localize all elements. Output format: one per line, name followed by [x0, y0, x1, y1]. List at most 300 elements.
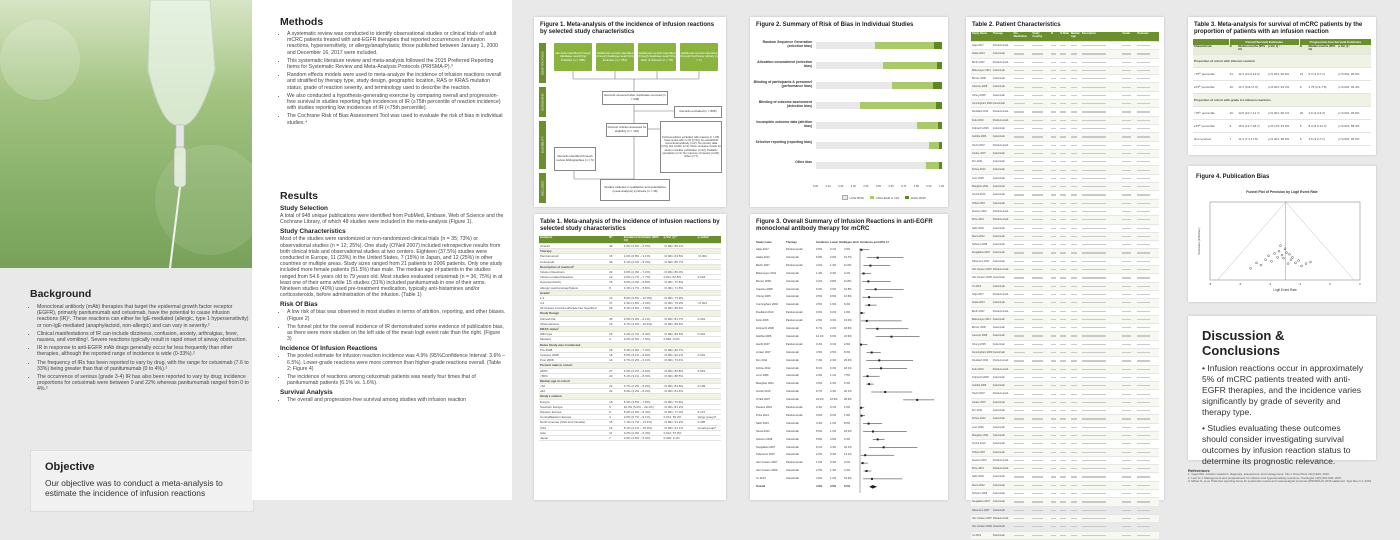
- forest-cell: 20.4%: [844, 358, 852, 362]
- forest-cell: 0.8%: [830, 279, 837, 283]
- discussion-bullet-text: Infusion reactions occur in approximately 5% of mCRC patients treated with anti-EGFR therapies, and the incidence varies significantly by grade of severity and therapy type.: [1202, 363, 1364, 417]
- table-cell: [1013, 440, 1032, 447]
- study-estimate-marker: [861, 312, 863, 314]
- table-cell-text-placeholder: [1082, 286, 1106, 287]
- axis-tick-label: 0.60: [888, 185, 894, 188]
- table-cell: [1136, 100, 1159, 107]
- table-cell: Ye 2013: [972, 284, 982, 288]
- table-cell: [1121, 432, 1136, 439]
- table-cell: [1121, 166, 1136, 173]
- table-cell-text-placeholder: [1014, 277, 1025, 278]
- table-cell: [1070, 258, 1081, 265]
- forest-cell: 13.1%: [844, 453, 852, 457]
- table-cell: Cetuximab: [992, 342, 1005, 346]
- axis-tick-label: 0.30: [850, 185, 856, 188]
- table-cell: [1081, 191, 1122, 198]
- table-cell: [1013, 183, 1032, 190]
- table-cell: Overall: [540, 244, 550, 248]
- table-cell: [697, 322, 721, 326]
- table2-title: Table 2. Patient Characteristics: [972, 22, 1061, 28]
- table-cell-text-placeholder: [1082, 493, 1106, 494]
- table-cell-text-placeholder: [1137, 360, 1150, 361]
- table-cell-text-placeholder: [1032, 435, 1043, 436]
- legend-swatch-unclear: [870, 196, 874, 199]
- table-row: [971, 432, 1159, 440]
- table-cell: 20: [609, 373, 613, 378]
- table-cell: [1081, 390, 1122, 397]
- table-cell: <0.001; 64.5%: [663, 254, 684, 259]
- table-cell: [1081, 473, 1122, 480]
- forest-cell: 3.5%: [816, 382, 823, 386]
- study-characteristics-text: Most of the studies were randomized or non-randomized clinical trials (n = 35; 73%) or observational studies (n = 12; 25%). One study (O'Neil 2007) included retrospective results from both clinical trials and observational studies at two centers. Eighteen (37.5%) studies were conducted in Europe, 11 (23%) in the United States, 7 (15%) in Japan, and 12 (25%) in other countries or multiple areas. Study sizes ranged from 21 patients to 2006 patients. Only one study included more female patients (51.5%) than male. The median age of patients in the studies ranged from 54.6 years old to 79 years old. Most studies evaluated cetuximab (n = 36; 75%) in at least one of their arms while 15 studies (31%) included panitumumab in one of their arms. Nineteen studies (40%) used pre-treatment medication, typically anti-histamines and/or corticosteroids, before administration of the infusion. (Table 1): [280, 236, 503, 299]
- study-estimate-marker: [868, 304, 870, 306]
- risk-of-bias-label: Blinding of outcome assessment (detection bias): [758, 100, 812, 108]
- table-cell-text-placeholder: [1071, 62, 1077, 63]
- table-cell-text-placeholder: [1137, 244, 1150, 245]
- table-row: [1193, 81, 1371, 94]
- table-cell: [1081, 349, 1122, 356]
- table-row: [971, 266, 1159, 274]
- study-estimate-marker: [883, 446, 885, 448]
- table-cell-text-placeholder: [1032, 360, 1043, 361]
- study-estimate-marker: [877, 438, 879, 440]
- table-cell: 1-2: [540, 295, 545, 300]
- table-cell: [1059, 332, 1070, 339]
- risk-of-bias-bar: [816, 102, 942, 109]
- table-row: [971, 341, 1159, 349]
- table-cell: [1070, 42, 1081, 49]
- forest-column-header: Upper limit: [844, 240, 859, 244]
- table-cell: Tabernero 2007: [972, 508, 990, 512]
- forest-cell: 1.1%: [830, 374, 837, 378]
- table-cell: [1081, 200, 1122, 207]
- table-cell-text-placeholder: [1032, 277, 1043, 278]
- forest-cell: Berlin 2007: [756, 263, 770, 267]
- table-cell: [1031, 399, 1050, 406]
- table3-column-header: N: [1299, 45, 1302, 48]
- table-cell-text-placeholder: [1122, 294, 1130, 295]
- table-cell-text-placeholder: [1082, 518, 1106, 519]
- table-cell: [663, 363, 697, 367]
- table-cell-text-placeholder: [1071, 261, 1077, 262]
- table-cell: [1081, 150, 1122, 157]
- table-cell: Maughan 2011: [972, 185, 989, 189]
- table-cell-text-placeholder: [1060, 203, 1066, 204]
- table-row: [971, 258, 1159, 266]
- table-cell-text-placeholder: [1051, 427, 1056, 428]
- funnel-point: [1289, 253, 1291, 255]
- table-row: [971, 424, 1159, 432]
- forest-cell: 6.8%: [816, 437, 823, 441]
- table-cell: Panitumumab: [992, 209, 1009, 213]
- table-cell: [1050, 449, 1059, 456]
- table-cell-text-placeholder: [1122, 203, 1130, 204]
- table-cell-text-placeholder: [1122, 311, 1130, 312]
- forest-cell: 1.2%: [830, 421, 837, 425]
- table-cell: Kohne 2012: [972, 168, 986, 172]
- table-cell-text-placeholder: [1014, 344, 1025, 345]
- study-selection-heading: Study Selection: [280, 205, 328, 212]
- table-cell-text-placeholder: [1051, 194, 1056, 195]
- table-cell: Pre-2008: [540, 347, 553, 352]
- table-cell: [1070, 415, 1081, 422]
- forest-cell: 0.1%: [830, 248, 837, 251]
- table-cell-text-placeholder: [1122, 518, 1130, 519]
- table-cell-text-placeholder: [1082, 211, 1106, 212]
- table-row: [971, 150, 1159, 158]
- table-cell: [1059, 50, 1070, 57]
- table-cell: [1013, 341, 1032, 348]
- table-cell: 6.5% (4.3% – 9.8%): [623, 280, 651, 285]
- table-cell: [1013, 390, 1032, 397]
- table-cell-text-placeholder: [1014, 410, 1025, 411]
- table-cell: p<0.001; 96.6%: [1268, 72, 1290, 76]
- table-cell: [1059, 374, 1070, 381]
- forest-cell: 9.4%: [844, 437, 851, 441]
- table-cell-text-placeholder: [1122, 418, 1130, 419]
- table-cell-text-placeholder: [1071, 302, 1077, 303]
- table-row: [971, 440, 1159, 448]
- table-cell-text-placeholder: [1082, 476, 1106, 477]
- table-cell: [1050, 142, 1059, 149]
- table-cell: 13.1 (9.8-17.6): [1238, 85, 1258, 89]
- table-cell-text-placeholder: [1122, 211, 1130, 212]
- forest-cell: 6.7%: [816, 327, 823, 330]
- table-cell-text-placeholder: [1060, 53, 1066, 54]
- table-cell-text-placeholder: [1060, 535, 1066, 536]
- table-row: [971, 75, 1159, 83]
- table-cell: [1070, 482, 1081, 489]
- table-cell: [1136, 515, 1159, 522]
- table-cell: <0.001; 86.6%: [663, 306, 684, 311]
- table-cell: [1013, 208, 1032, 215]
- table-cell: Berlin 2007: [972, 309, 985, 313]
- study-estimate-marker: [916, 399, 918, 401]
- table-cell: [1059, 241, 1070, 248]
- table-cell-text-placeholder: [1032, 476, 1043, 477]
- table-cell-text-placeholder: [1071, 427, 1077, 428]
- forest-cell: 2.5%: [830, 350, 837, 354]
- table-cell: Proportion of cohort with grade 3-4 infusion reactions: [1194, 98, 1271, 102]
- table-cell-text-placeholder: [1082, 460, 1106, 461]
- table-cell: [1013, 507, 1032, 514]
- table-cell: [1059, 208, 1070, 215]
- table-cell: [1081, 125, 1122, 132]
- table1-header-row: [539, 236, 721, 244]
- study-estimate-marker: [871, 478, 873, 480]
- table-cell: Saltz 2004: [972, 475, 984, 479]
- table-cell-text-placeholder: [1060, 352, 1066, 353]
- forest-cell: 7.5%: [844, 374, 851, 378]
- table-cell: [1013, 191, 1032, 198]
- table-row: [1193, 133, 1371, 146]
- forest-cell: 16.8%: [844, 287, 852, 291]
- table-cell-text-placeholder: [1060, 369, 1066, 370]
- table-cell: [1136, 449, 1159, 456]
- table-cell: 5.3% (3.5% – 7.8%): [623, 399, 651, 404]
- table-cell-text-placeholder: [1032, 526, 1043, 527]
- table-cell: 5.3 (3.9-7.1): [1308, 72, 1325, 76]
- forest-cell: Douillard 2010: [756, 311, 774, 315]
- table-cell: [1059, 75, 1070, 82]
- table-cell: [1050, 208, 1059, 215]
- table-cell: [1050, 233, 1059, 240]
- table-cell-text-placeholder: [1071, 120, 1077, 121]
- funnel-point: [1271, 260, 1273, 262]
- methods-results-column: [252, 0, 512, 500]
- forest-cell: 2.9%: [816, 374, 823, 378]
- table-cell: [1081, 374, 1122, 381]
- table-cell: ≥65%: [540, 368, 548, 373]
- forest-cell: 2.6%: [830, 255, 837, 259]
- risk-of-bias-bar: [816, 42, 942, 49]
- table-cell: [1070, 308, 1081, 315]
- methods-section: [280, 16, 506, 128]
- table-cell-text-placeholder: [1060, 103, 1066, 104]
- table-cell: <0.001; 71.5%: [663, 285, 684, 290]
- table-cell-text-placeholder: [1071, 203, 1077, 204]
- table-cell: [1081, 308, 1122, 315]
- table2-header: [971, 32, 1159, 42]
- table-row: [971, 67, 1159, 75]
- table-cell-text-placeholder: [1014, 311, 1025, 312]
- table-cell: [1050, 50, 1059, 57]
- x-tick-label: -4: [1268, 282, 1272, 286]
- bar-segment-unclear: [926, 162, 940, 169]
- table-cell: [663, 291, 697, 295]
- table-cell-text-placeholder: [1051, 286, 1056, 287]
- table-cell-text-placeholder: [1122, 344, 1130, 345]
- axis-tick-label: 0.00: [813, 185, 819, 188]
- table-row: [971, 490, 1159, 498]
- table-cell: [1070, 125, 1081, 132]
- table-cell: [1059, 191, 1070, 198]
- forest-column-header: Study name: [756, 240, 772, 244]
- table-cell-text-placeholder: [1051, 228, 1056, 229]
- risk-of-bias-bar: [816, 122, 942, 129]
- table-cell-text-placeholder: [1137, 252, 1150, 253]
- table-cell: Western Europe: [540, 410, 562, 414]
- table-cell: 5.1% (3.1% – 8.3%): [623, 373, 651, 378]
- funnel-point: [1283, 257, 1285, 259]
- table-cell: O'Neil 2007: [972, 450, 985, 454]
- table-cell: [1059, 390, 1070, 397]
- table-cell: 8.9% (6.5% – 12.0%): [623, 295, 653, 300]
- forest-cell: 1.3%: [830, 263, 837, 267]
- forest-cell: Panitumumab: [786, 413, 803, 417]
- table-cell: [1059, 507, 1070, 514]
- table-cell-text-placeholder: [1060, 228, 1066, 229]
- table-cell: 8: [609, 285, 611, 290]
- table-cell: [1059, 357, 1070, 364]
- table-cell: [1050, 332, 1059, 339]
- table-cell-text-placeholder: [1137, 70, 1150, 71]
- table-cell: Cetuximab: [992, 317, 1005, 321]
- table-row: [971, 390, 1159, 398]
- table-cell-text-placeholder: [1051, 170, 1056, 171]
- table-cell: [1121, 125, 1136, 132]
- list-item: • We also conducted a hypothesis-generating exercise by comparing overall and progression-free survival in studies reporting high incidences of IR (≥75th percentile of reaction incidence) with studies reporting low incidences of IR (<75th percentile).: [287, 93, 506, 112]
- table-cell-text-placeholder: [1051, 327, 1056, 328]
- table-cell: [1050, 382, 1059, 389]
- table-cell: [1050, 92, 1059, 99]
- table-cell: [1081, 166, 1122, 173]
- table-cell: Gradeᵉ: [540, 290, 550, 295]
- table-cell-text-placeholder: [1082, 277, 1106, 278]
- table2-column-header: Grade: [1122, 32, 1130, 35]
- table-row: [971, 249, 1159, 257]
- forest-cell: 1.9%: [830, 303, 837, 307]
- table-cell-text-placeholder: [1137, 120, 1150, 121]
- table-cell-text-placeholder: [1122, 252, 1130, 253]
- table-cell: [1013, 291, 1032, 298]
- table-cell-text-placeholder: [1122, 476, 1130, 477]
- table-cell: [1059, 349, 1070, 356]
- survival-bullets: [280, 397, 506, 403]
- forest-cell: 4.2%: [844, 271, 851, 275]
- table1-column-header: p-valueᶜ: [697, 235, 710, 239]
- table-cell: p<0.001; 98.9%: [1268, 137, 1290, 141]
- plot-frame: [1210, 202, 1360, 280]
- table-cell-text-placeholder: [1071, 236, 1077, 237]
- table-cell: [1031, 390, 1050, 397]
- list-item: • This systematic literature review and meta-analysis followed the 2015 Preferred Reporting Items for Systematic Review and Meta-Analysis Protocols (PRISMA-P).³: [287, 58, 506, 70]
- table-cell-text-placeholder: [1071, 78, 1077, 79]
- table-cell-text-placeholder: [1082, 418, 1106, 419]
- table-cell: [1121, 183, 1136, 190]
- table-cell-text-placeholder: [1032, 170, 1043, 171]
- table-cell: <0.001; 75.9%: [663, 301, 684, 306]
- table-cell: [1031, 332, 1050, 339]
- x-axis-label: Logit Event Rate: [1273, 288, 1297, 292]
- table-cell-text-placeholder: [1060, 244, 1066, 245]
- table-cell: [1013, 374, 1032, 381]
- risk-of-bias-legend: [842, 195, 926, 200]
- table-cell: 5.9% (4.2% – 8.2%): [623, 389, 651, 394]
- table-cell-text-placeholder: [1032, 286, 1043, 287]
- table-cell: Siena 2012: [972, 234, 985, 238]
- table-cell: [1070, 191, 1081, 198]
- bar-segment-low: [816, 62, 883, 69]
- figure3-panel: [750, 214, 948, 500]
- table-cell: [1050, 341, 1059, 348]
- table-cell: Panitumumab: [992, 110, 1009, 114]
- table-cell: Kim 2011: [972, 409, 983, 413]
- table-cell-text-placeholder: [1082, 62, 1106, 63]
- table-cell: [1059, 133, 1070, 140]
- forest-cell: 9.1%: [816, 445, 823, 449]
- table-cell: [1059, 440, 1070, 447]
- table-cell: [1013, 482, 1032, 489]
- table-cell: [1070, 233, 1081, 240]
- table-cell: [1013, 158, 1032, 165]
- table-cell: [1013, 216, 1032, 223]
- table-cell: [1031, 59, 1050, 66]
- table-cell: [1136, 308, 1159, 315]
- forest-cell: Siena 2012: [756, 429, 770, 433]
- table3-group-os: Overall Survival Estimates: [1229, 39, 1299, 45]
- table-cell-text-placeholder: [1014, 460, 1025, 461]
- table-cell: Cascinu 2008: [972, 85, 988, 89]
- table-cell: 24: [609, 269, 613, 274]
- table-cell-text-placeholder: [1082, 103, 1106, 104]
- table-cell: 2.0% (0.5% – 7.5%): [623, 337, 651, 342]
- table-cell: [1031, 515, 1050, 522]
- table2-column-header: Median Age: [1070, 32, 1080, 38]
- table-cell-text-placeholder: [1082, 136, 1106, 137]
- study-estimate-marker: [867, 375, 869, 377]
- forest-cell: 1.2%: [830, 429, 837, 433]
- table-cell: [1070, 332, 1081, 339]
- table-row: [971, 349, 1159, 357]
- funnel-point: [1278, 250, 1280, 252]
- table2-column-header: Study Country: [1032, 32, 1043, 38]
- table-cell: [1031, 482, 1050, 489]
- table-cell: [1136, 142, 1159, 149]
- incidence-bullets: [280, 353, 506, 386]
- table-cell-text-placeholder: [1060, 385, 1066, 386]
- table-cell-text-placeholder: [1137, 443, 1150, 444]
- funnel-point: [1287, 263, 1289, 265]
- table-cell-text-placeholder: [1032, 111, 1043, 112]
- table-cell: 4.6% (2.9% – 7.2%): [623, 269, 651, 274]
- study-estimate-marker: [861, 415, 863, 417]
- table-cell: Price 2014: [972, 218, 984, 222]
- table-cell-text-placeholder: [1060, 344, 1066, 345]
- table-cell: Cetuximab: [992, 93, 1005, 97]
- table-cell-text-placeholder: [1122, 501, 1130, 502]
- table-cell: Ataka 2013: [972, 52, 985, 56]
- table-cell: [1050, 83, 1059, 90]
- table-cell: [1081, 183, 1122, 190]
- table-cell: [1121, 158, 1136, 165]
- funnel-point: [1274, 252, 1276, 254]
- study-estimate-marker: [868, 423, 870, 425]
- table-cell: [1070, 166, 1081, 173]
- table-cell: [1059, 482, 1070, 489]
- table-row: [971, 507, 1159, 515]
- table-cell-text-placeholder: [1082, 252, 1106, 253]
- table-cell: Percent male in cohort: [540, 363, 573, 368]
- table-cell: [1059, 366, 1070, 373]
- table-cell: [1136, 274, 1159, 281]
- table-cell-text-placeholder: [1082, 468, 1106, 469]
- table-cell-text-placeholder: [1060, 211, 1066, 212]
- table-cell: Borner 2008: [972, 77, 986, 81]
- table-cell: [1013, 42, 1032, 49]
- table-cell: [1059, 432, 1070, 439]
- table-cell: [697, 244, 721, 248]
- table-cell-text-placeholder: [1032, 87, 1043, 88]
- table-cell-text-placeholder: [1033, 103, 1044, 104]
- table-cell-text-placeholder: [1014, 360, 1025, 361]
- risk-of-bias-bar: [816, 142, 942, 149]
- table-cell-text-placeholder: [1071, 335, 1077, 336]
- forest-cell: 2.4%: [830, 358, 837, 362]
- table-cell-text-placeholder: [1071, 468, 1077, 469]
- table-cell: [1050, 75, 1059, 82]
- overall-estimate-diamond: [869, 485, 877, 489]
- table-cell-text-placeholder: [1032, 70, 1043, 71]
- table-cell: 5.3% (3.6% – 7.8%): [623, 306, 651, 311]
- forest-cell: Maughan 2011: [756, 382, 774, 386]
- discussion-panel: [1188, 316, 1376, 466]
- table-cell-text-placeholder: [1014, 145, 1025, 146]
- table-row: [971, 274, 1159, 282]
- figure1-title: Figure 1. Meta-analysis of the incidence of infusion reactions by selected study characteristics: [540, 22, 715, 35]
- table-cell-text-placeholder: [1032, 186, 1043, 187]
- table1-panel: [534, 214, 726, 500]
